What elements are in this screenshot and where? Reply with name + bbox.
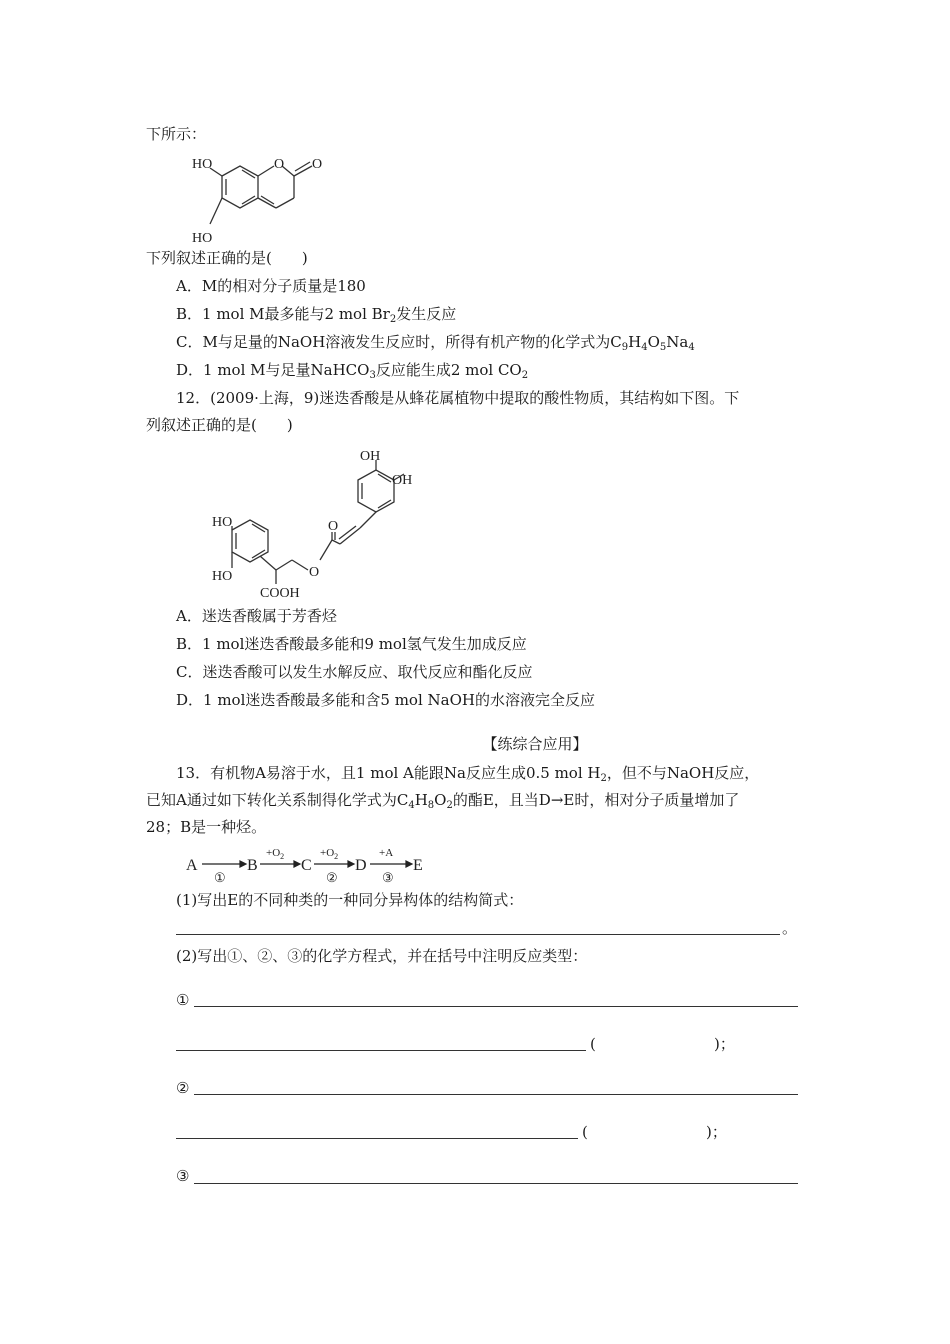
eq2-answer-line-2[interactable]	[176, 1138, 578, 1139]
scheme-d: D	[355, 857, 367, 874]
q12-molecule-structure	[208, 446, 448, 601]
q11-ring-o-label: O	[274, 157, 285, 172]
section-title: 【练综合应用】	[482, 735, 588, 753]
eq2-answer-line[interactable]	[194, 1094, 798, 1095]
eq3-answer-line[interactable]	[194, 1183, 798, 1184]
eq1-marker: ①	[176, 991, 190, 1009]
scheme-step-1: ①	[214, 870, 226, 885]
q12-line1: 12．(2009·上海，9)迷迭香酸是从蜂花属植物中提取的酸性物质，其结构如下图。下	[176, 389, 740, 407]
q12-cooh-label: COOH	[260, 586, 300, 601]
eq1-paren-close: )；	[714, 1035, 735, 1053]
scheme-reagent-4: +A	[379, 847, 394, 859]
q13-line1: 13．有机物A易溶于水，且1 mol A能跟Na反应生成0.5 mol $H_2$，但不与NaOH反应，	[176, 764, 760, 784]
q12-carbonyl-o-label: O	[328, 519, 339, 534]
q12-oh2-label: OH	[392, 473, 413, 488]
eq3-marker: ③	[176, 1167, 190, 1185]
scheme-e: E	[413, 857, 423, 874]
q11-molecule-structure	[186, 148, 346, 248]
q13-line3: 28；B是一种烃。	[146, 818, 267, 836]
q12-ho2-label: HO	[212, 569, 233, 584]
q13-part1-end: 。	[782, 919, 798, 937]
eq1-paren-open: (	[590, 1035, 596, 1053]
scheme-step-2: ②	[326, 870, 338, 885]
q12-option-d: D．1 mol迷迭香酸最多能和含5 mol NaOH的水溶液完全反应	[176, 691, 595, 709]
q11-stem: 下列叙述正确的是( )	[146, 249, 308, 267]
q13-part1-answer-line[interactable]	[176, 934, 780, 935]
q11-option-a: A．M的相对分子质量是180	[176, 277, 366, 295]
q11-option-c: C．M与足量的NaOH溶液发生反应时，所得有机产物的化学式为$C_9H_4O_5Na_4$	[176, 333, 695, 353]
q11-option-d: D．1 mol M与足量NaHCO$_3$反应能生成2 mol $CO_2$	[176, 361, 529, 381]
q12-option-c: C．迷迭香酸可以发生水解反应、取代反应和酯化反应	[176, 663, 533, 681]
scheme-step-3: ③	[382, 870, 394, 885]
q12-oh1-label: OH	[360, 449, 381, 464]
q11-ho-top-label: HO	[192, 157, 213, 172]
eq2-paren-close: )；	[706, 1123, 727, 1141]
q13-reaction-scheme	[184, 840, 444, 886]
q12-option-b: B．1 mol迷迭香酸最多能和9 mol氢气发生加成反应	[176, 635, 527, 653]
eq1-answer-line[interactable]	[194, 1006, 798, 1007]
scheme-b: B	[247, 857, 258, 874]
scheme-a: A	[186, 857, 198, 874]
scheme-reagent-2: $+O_2$	[266, 847, 285, 861]
q13-line2: 已知A通过如下转化关系制得化学式为$C_4H_8O_2$的酯E，且当D→E时，相对分子质量增加了	[146, 791, 740, 811]
q12-ho1-label: HO	[212, 515, 233, 530]
q12-ester-o-label: O	[309, 565, 320, 580]
intro-text: 下所示：	[146, 125, 207, 143]
q11-carbonyl-o-label: O	[312, 157, 323, 172]
eq2-paren-open: (	[582, 1123, 588, 1141]
eq2-marker: ②	[176, 1079, 190, 1097]
eq1-answer-line-2[interactable]	[176, 1050, 586, 1051]
q13-part1-prompt: (1)写出E的不同种类的一种同分异构体的结构简式：	[176, 891, 524, 909]
q12-line2: 列叙述正确的是( )	[146, 416, 293, 434]
q11-ho-bottom-label: HO	[192, 231, 213, 246]
scheme-reagent-3: $+O_2$	[320, 847, 339, 861]
scheme-c: C	[301, 857, 312, 874]
q13-part2-prompt: (2)写出①、②、③的化学方程式，并在括号中注明反应类型：	[176, 947, 588, 965]
q11-option-b: B．1 mol M最多能与2 mol $Br_2$发生反应	[176, 305, 457, 325]
q12-option-a: A．迷迭香酸属于芳香烃	[176, 607, 337, 625]
